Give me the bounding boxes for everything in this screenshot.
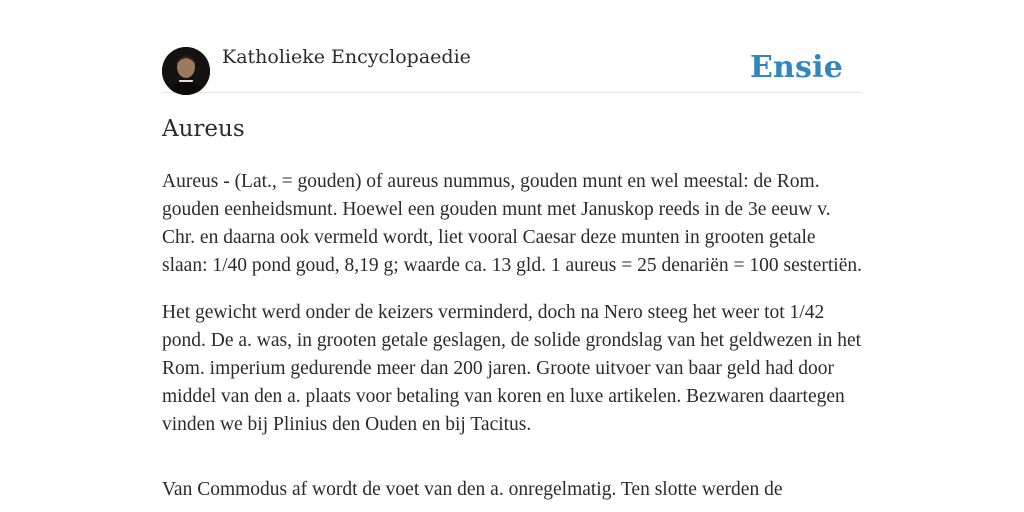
- article-title: Aureus: [162, 116, 245, 142]
- portrait-icon: [162, 47, 210, 95]
- paragraph: Het gewicht werd onder de keizers verminderd, doch na Nero steeg het weer tot 1/42 pond. De a. was, in grooten getale geslagen, de solide grondslag van het geldwezen in het Rom. imperium gedurende meer dan 200 jaren. Groote uitvoer van baar geld had door middel van den a. plaats voor betaling van koren en luxe artikelen. Bezwaren daartegen vinden we bij Plinius den Ouden en bij Tacitus.: [162, 302, 862, 435]
- brand-logo[interactable]: Ensie: [749, 50, 843, 85]
- article-body: [162, 168, 862, 512]
- paragraph: Aureus - (Lat., = gouden) of aureus nummus, gouden munt en wel meestal: de Rom. gouden eenheidsmunt. Hoewel een gouden munt met Januskop reeds in de 3e eeuw v. Chr. en daarna ook vermeld wordt, liet vooral Caesar deze munten in grooten getale slaan: 1/40 pond goud, 8,19 g; waarde ca. 13 gld. 1 aureus = 25 denariën = 100 sestertiën.: [162, 171, 862, 276]
- source-name[interactable]: Katholieke Encyclopaedie: [222, 46, 471, 68]
- header: [162, 44, 862, 93]
- paragraph: Van Commodus af wordt de voet van den a. onregelmatig. Ten slotte werden de: [162, 479, 783, 500]
- source-avatar[interactable]: [162, 47, 210, 95]
